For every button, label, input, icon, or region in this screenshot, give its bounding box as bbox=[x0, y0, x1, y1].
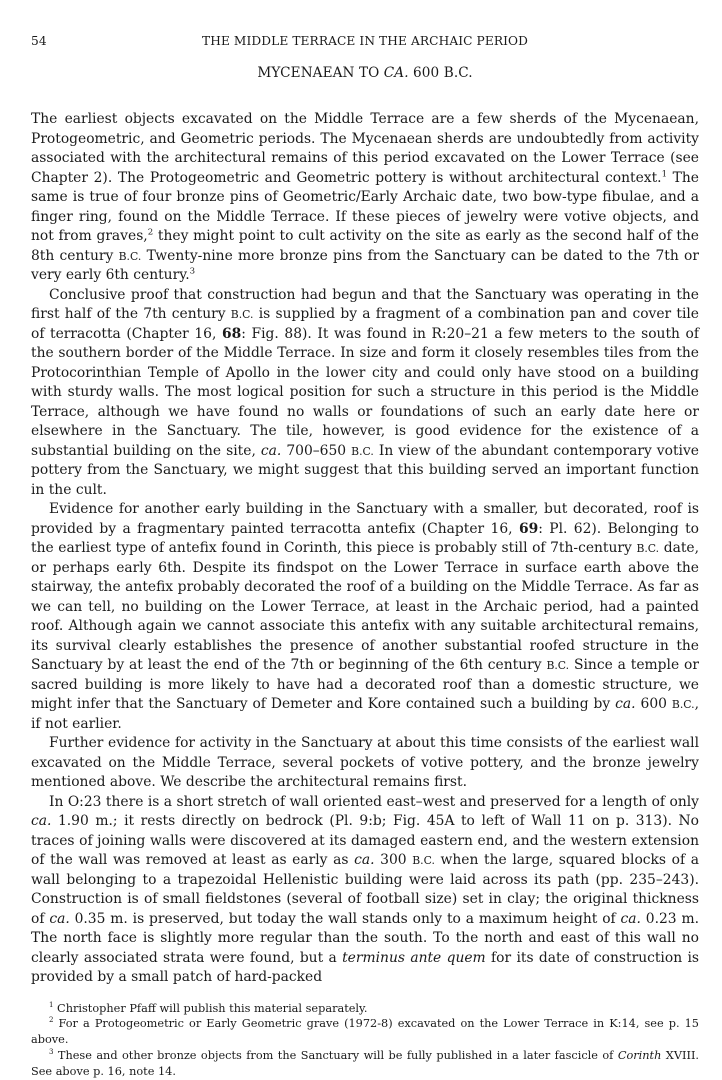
paragraph-4: Further evidence for activity in the Sanctuary at about this time consists of the earliest wall excavated on the Middle Terrace, several pockets of votive pottery, and the bronze jewelry mentioned above. We describe the architectural remains first. bbox=[31, 734, 699, 793]
paragraph-1: The earliest objects excavated on the Middle Terrace are a few sherds of the Mycenaean, Protogeometric, and Geometric periods. The Mycenaean sherds are undoubtedly from activity associated with the architectural remains of this period excavated on the Lower Terrace (see Chapter 2). The Protogeometric and Geometric pottery is without architectural context.$^1$ The same is true of four bronze pins of Geometric/Early Archaic date, two bow-type fibulae, and a finger ring, found on the Middle Terrace. If these pieces of jewelry were votive objects, and not from graves,$^2$ they might point to cult activity on the site as early as the second half of the 8th century B.C. Twenty-nine more bronze pins from the Sanctuary can be dated to the 7th or very early 6th century.$^3$ bbox=[31, 110, 699, 286]
body-text bbox=[31, 110, 699, 988]
section-title: MYCENAEAN TO CA. 600 B.C. bbox=[31, 65, 699, 81]
footnote-ref-3: 3 bbox=[190, 266, 195, 276]
footnotes bbox=[31, 1001, 699, 1080]
page-number: 54 bbox=[31, 34, 47, 48]
footnote-ref-2: 2 bbox=[148, 227, 153, 237]
paragraph-2: Conclusive proof that construction had begun and that the Sanctuary was operating in the first half of the 7th century B.C. is supplied by a fragment of a combination pan and cover tile of terracotta (Chapter 16, 68: Fig. 88). It was found in R:20–21 a few meters to the south of the southern border of the Middle Terrace. In size and form it closely resembles tiles from the Protocorinthian Temple of Apollo in the lower city and could only have stood on a building with sturdy walls. The most logical position for such a structure in this period is the Middle Terrace, although we have found no walls or foundations of such an early date here or elsewhere in the Sanctuary. The tile, however, is good evidence for the existence of a substantial building on the site, ca. 700–650 B.C. In view of the abundant contemporary votive pottery from the Sanctuary, we might suggest that this building served an important function in the cult. bbox=[31, 286, 699, 501]
running-head bbox=[31, 34, 699, 54]
running-title: THE MIDDLE TERRACE IN THE ARCHAIC PERIOD bbox=[31, 34, 699, 48]
paragraph-5: In O:23 there is a short stretch of wall oriented east–west and preserved for a length of only ca. 1.90 m.; it rests directly on bedrock (Pl. 9:b; Fig. 45A to left of Wall 11 on p. 313). No traces of joining walls were discovered at its damaged eastern end, and the western extension of the wall was removed at least as early as ca. 300 B.C. when the large, squared blocks of a wall belonging to a trapezoidal Hellenistic building were laid across its path (pp. 235–243). Construction is of small fieldstones (several of football size) set in clay; the original thickness of ca. 0.35 m. is preserved, but today the wall stands only to a maximum height of ca. 0.23 m. The north face is slightly more regular than the south. To the north and east of this wall no clearly associated strata were found, but a terminus ante quem for its date of construction is provided by a small patch of hard-packed bbox=[31, 793, 699, 988]
catalogue-number-69: 69 bbox=[519, 521, 538, 537]
catalogue-number-68: 68 bbox=[222, 326, 241, 342]
footnote-2: $^2$ For a Protogeometric or Early Geometric grave (1972-8) excavated on the Lower Terrace in K:14, see p. 15 above. bbox=[31, 1016, 699, 1048]
footnote-1: $^1$ Christopher Pfaff will publish this material separately. bbox=[31, 1001, 699, 1017]
paragraph-3: Evidence for another early building in the Sanctuary with a smaller, but decorated, roof is provided by a fragmentary painted terracotta antefix (Chapter 16, 69: Pl. 62). Belonging to the earliest type of antefix found in Corinth, this piece is probably still of 7th-century B.C. date, or perhaps early 6th. Despite its findspot on the Lower Terrace in surface earth above the stairway, the antefix probably decorated the roof of a building on the Middle Terrace. As far as we can tell, no building on the Lower Terrace, at least in the Archaic period, had a painted roof. Although again we cannot associate this antefix with any suitable architectural remains, its survival clearly establishes the presence of another substantial roofed structure in the Sanctuary by at least the end of the 7th or beginning of the 6th century B.C. Since a temple or sacred building is more likely to have had a decorated roof than a domestic structure, we might infer that the Sanctuary of Demeter and Kore contained such a building by ca. 600 B.C., if not earlier. bbox=[31, 500, 699, 734]
footnote-3: $^3$ These and other bronze objects from the Sanctuary will be fully published in a later fascicle of Corinth XVIII. See above p. 16, note 14. bbox=[31, 1048, 699, 1080]
footnote-ref-1: 1 bbox=[662, 169, 667, 179]
page bbox=[31, 34, 699, 1080]
